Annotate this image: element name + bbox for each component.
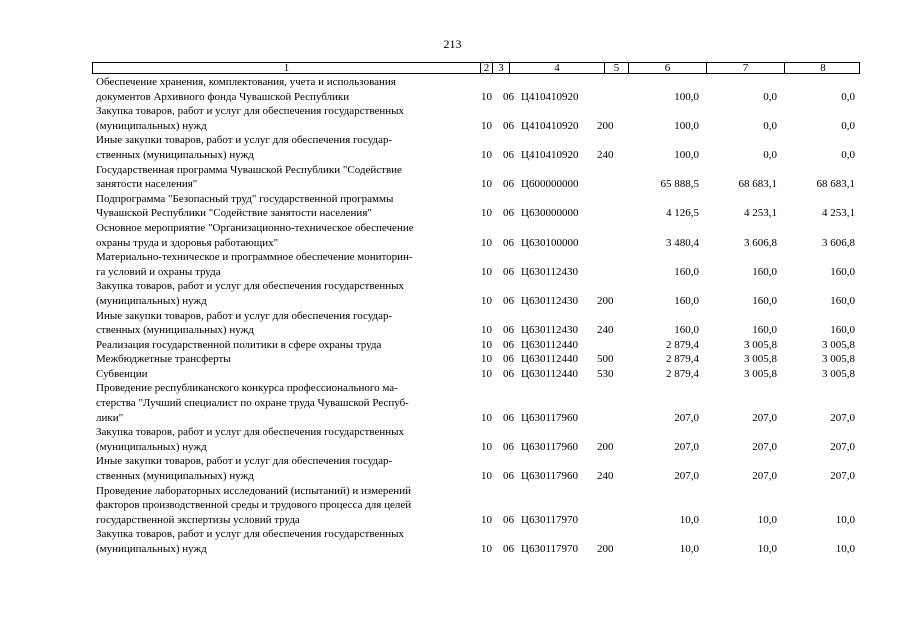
row-description (96, 250, 471, 279)
cell-c3: 06 (503, 513, 514, 526)
row-description (96, 352, 471, 367)
description-line: документов Архивного фонда Чувашской Республики (96, 90, 350, 103)
cell-c2: 10 (481, 543, 492, 556)
cell-c5: 200 (597, 543, 614, 556)
table-row (0, 338, 905, 353)
row-description (96, 309, 471, 338)
cell-c5: 200 (597, 440, 614, 453)
table-row (0, 279, 905, 308)
cell-c2: 10 (481, 119, 492, 132)
cell-c8: 207,0 (830, 411, 855, 424)
cell-c4: Ц630112430 (521, 265, 579, 278)
cell-c3: 06 (503, 353, 514, 366)
header-col-4: 4 (509, 63, 604, 73)
description-line: Основное мероприятие "Организационно-техническое обеспечение (96, 221, 414, 234)
cell-c8: 4 253,1 (822, 207, 855, 220)
description-line: ственных (муниципальных) нужд (96, 324, 254, 337)
cell-c6: 207,0 (674, 440, 699, 453)
description-line: Закупка товаров, работ и услуг для обеспечения государственных (96, 426, 405, 439)
cell-c3: 06 (503, 90, 514, 103)
row-description (96, 527, 471, 556)
cell-c7: 4 253,1 (744, 207, 777, 220)
cell-c3: 06 (503, 440, 514, 453)
cell-c2: 10 (481, 367, 492, 380)
cell-c2: 10 (481, 178, 492, 191)
cell-c2: 10 (481, 353, 492, 366)
cell-c6: 2 879,4 (666, 353, 699, 366)
cell-c6: 100,0 (674, 90, 699, 103)
header-col-7: 7 (706, 63, 784, 73)
row-description (96, 221, 471, 250)
table-row (0, 425, 905, 454)
cell-c5: 240 (597, 324, 614, 337)
cell-c2: 10 (481, 294, 492, 307)
description-line: Обеспечение хранения, комплектования, учета и использования (96, 76, 396, 88)
cell-c6: 4 126,5 (666, 207, 699, 220)
description-line: ственных (муниципальных) нужд (96, 470, 254, 483)
header-col-5: 5 (604, 63, 628, 73)
cell-c4: Ц630100000 (521, 236, 579, 249)
cell-c7: 207,0 (752, 411, 777, 424)
cell-c8: 3 005,8 (822, 353, 855, 366)
cell-c2: 10 (481, 324, 492, 337)
page-number: 213 (443, 37, 462, 51)
cell-c7: 10,0 (757, 513, 777, 526)
cell-c8: 68 683,1 (816, 178, 855, 191)
table-row (0, 527, 905, 556)
description-line: Закупка товаров, работ и услуг для обеспечения государственных (96, 280, 405, 293)
description-line: Проведение лабораторных исследований (испытаний) и измерений (96, 484, 411, 497)
cell-c6: 207,0 (674, 411, 699, 424)
table-row (0, 381, 905, 425)
table-row (0, 309, 905, 338)
row-description (96, 279, 471, 308)
description-line: Закупка товаров, работ и услуг для обеспечения государственных (96, 105, 405, 118)
row-description (96, 338, 471, 353)
table-row (0, 221, 905, 250)
cell-c6: 207,0 (674, 470, 699, 483)
table-row (0, 352, 905, 367)
row-description (96, 163, 471, 192)
cell-c3: 06 (503, 178, 514, 191)
table-row (0, 484, 905, 528)
cell-c8: 10,0 (835, 513, 855, 526)
cell-c2: 10 (481, 265, 492, 278)
cell-c8: 207,0 (830, 440, 855, 453)
table-row (0, 192, 905, 221)
header-col-3: 3 (492, 63, 509, 73)
header-col-6: 6 (628, 63, 706, 73)
table-row (0, 133, 905, 162)
cell-c4: Ц630117960 (521, 470, 579, 483)
table-row (0, 454, 905, 483)
cell-c3: 06 (503, 470, 514, 483)
cell-c4: Ц630112430 (521, 324, 579, 337)
cell-c6: 160,0 (674, 294, 699, 307)
cell-c4: Ц630117970 (521, 543, 579, 556)
cell-c3: 06 (503, 119, 514, 132)
cell-c4: Ц630112430 (521, 294, 579, 307)
row-description (96, 192, 471, 221)
cell-c7: 0,0 (763, 119, 777, 132)
cell-c7: 10,0 (757, 543, 777, 556)
cell-c5: 240 (597, 148, 614, 161)
cell-c3: 06 (503, 367, 514, 380)
cell-c7: 3 005,8 (744, 353, 777, 366)
cell-c2: 10 (481, 236, 492, 249)
cell-c7: 0,0 (763, 90, 777, 103)
table-row (0, 104, 905, 133)
cell-c7: 207,0 (752, 470, 777, 483)
description-line: (муниципальных) нужд (96, 294, 207, 307)
cell-c6: 100,0 (674, 119, 699, 132)
cell-c3: 06 (503, 265, 514, 278)
cell-c6: 160,0 (674, 324, 699, 337)
row-description (96, 425, 471, 454)
cell-c3: 06 (503, 411, 514, 424)
row-description (96, 367, 471, 382)
cell-c6: 10,0 (679, 543, 699, 556)
row-description (96, 454, 471, 483)
cell-c3: 06 (503, 543, 514, 556)
description-line: факторов производственной среды и трудового процесса для целей (96, 499, 412, 512)
cell-c4: Ц410410920 (521, 90, 579, 103)
cell-c4: Ц630112440 (521, 353, 579, 366)
cell-c8: 160,0 (830, 324, 855, 337)
cell-c3: 06 (503, 294, 514, 307)
description-line: Субвенции (96, 367, 148, 380)
description-line: Иные закупки товаров, работ и услуг для обеспечения государ- (96, 309, 393, 322)
cell-c6: 10,0 (679, 513, 699, 526)
description-line: стерства "Лучший специалист по охране труда Чувашской Респуб- (96, 397, 409, 410)
table-row (0, 250, 905, 279)
table-row (0, 75, 905, 104)
cell-c7: 3 606,8 (744, 236, 777, 249)
cell-c8: 3 005,8 (822, 338, 855, 351)
cell-c8: 207,0 (830, 470, 855, 483)
description-line: (муниципальных) нужд (96, 543, 207, 556)
description-line: (муниципальных) нужд (96, 119, 207, 132)
header-col-8: 8 (784, 63, 861, 73)
description-line: Проведение республиканского конкурса профессионального ма- (96, 382, 398, 395)
cell-c5: 200 (597, 119, 614, 132)
cell-c5: 500 (597, 353, 614, 366)
cell-c2: 10 (481, 513, 492, 526)
table-row (0, 367, 905, 382)
cell-c7: 0,0 (763, 148, 777, 161)
cell-c7: 68 683,1 (738, 178, 777, 191)
cell-c7: 3 005,8 (744, 367, 777, 380)
cell-c3: 06 (503, 148, 514, 161)
row-description (96, 133, 471, 162)
cell-c8: 160,0 (830, 265, 855, 278)
description-line: га условий и охраны труда (96, 265, 221, 278)
cell-c8: 10,0 (835, 543, 855, 556)
cell-c3: 06 (503, 338, 514, 351)
cell-c2: 10 (481, 411, 492, 424)
row-description (96, 104, 471, 133)
cell-c4: Ц410410920 (521, 148, 579, 161)
description-line: Чувашской Республики "Содействие занятости населения" (96, 207, 372, 220)
cell-c8: 160,0 (830, 294, 855, 307)
cell-c7: 160,0 (752, 324, 777, 337)
cell-c5: 530 (597, 367, 614, 380)
description-line: ственных (муниципальных) нужд (96, 148, 254, 161)
cell-c4: Ц600000000 (521, 178, 579, 191)
description-line: (муниципальных) нужд (96, 440, 207, 453)
row-description (96, 381, 471, 425)
cell-c7: 3 005,8 (744, 338, 777, 351)
cell-c4: Ц630117960 (521, 440, 579, 453)
description-line: занятости населения" (96, 178, 198, 191)
cell-c5: 240 (597, 470, 614, 483)
cell-c4: Ц630112440 (521, 338, 579, 351)
description-line: Государственная программа Чувашской Республики "Содействие (96, 163, 402, 176)
cell-c3: 06 (503, 236, 514, 249)
cell-c6: 160,0 (674, 265, 699, 278)
cell-c3: 06 (503, 207, 514, 220)
cell-c8: 0,0 (841, 119, 855, 132)
header-col-1: 1 (283, 62, 290, 74)
description-line: Межбюджетные трансферты (96, 353, 231, 366)
table-header (92, 62, 860, 74)
cell-c6: 100,0 (674, 148, 699, 161)
cell-c4: Ц630112440 (521, 367, 579, 380)
cell-c6: 65 888,5 (660, 178, 699, 191)
cell-c2: 10 (481, 440, 492, 453)
cell-c7: 160,0 (752, 294, 777, 307)
description-line: Подпрограмма "Безопасный труд" государственной программы (96, 192, 394, 205)
table-row (0, 163, 905, 192)
row-description (96, 484, 471, 528)
cell-c6: 2 879,4 (666, 367, 699, 380)
cell-c2: 10 (481, 148, 492, 161)
description-line: Материально-техническое и программное обеспечение мониторин- (96, 251, 413, 264)
cell-c6: 3 480,4 (666, 236, 699, 249)
cell-c2: 10 (481, 470, 492, 483)
cell-c8: 3 606,8 (822, 236, 855, 249)
header-col-2: 2 (480, 63, 492, 73)
description-line: Иные закупки товаров, работ и услуг для обеспечения государ- (96, 455, 393, 468)
description-line: охраны труда и здоровья работающих" (96, 236, 279, 249)
cell-c4: Ц630117960 (521, 411, 579, 424)
cell-c4: Ц630117970 (521, 513, 579, 526)
cell-c3: 06 (503, 324, 514, 337)
cell-c8: 0,0 (841, 148, 855, 161)
description-line: лики" (96, 411, 124, 424)
cell-c6: 2 879,4 (666, 338, 699, 351)
cell-c7: 160,0 (752, 265, 777, 278)
row-description (96, 75, 471, 104)
description-line: Реализация государственной политики в сфере охраны труда (96, 338, 382, 351)
cell-c2: 10 (481, 207, 492, 220)
cell-c4: Ц630000000 (521, 207, 579, 220)
description-line: Иные закупки товаров, работ и услуг для обеспечения государ- (96, 134, 393, 147)
cell-c8: 3 005,8 (822, 367, 855, 380)
cell-c5: 200 (597, 294, 614, 307)
cell-c4: Ц410410920 (521, 119, 579, 132)
table-body (0, 75, 905, 557)
cell-c2: 10 (481, 338, 492, 351)
description-line: Закупка товаров, работ и услуг для обеспечения государственных (96, 528, 405, 541)
description-line: государственной экспертизы условий труда (96, 513, 300, 526)
cell-c8: 0,0 (841, 90, 855, 103)
cell-c2: 10 (481, 90, 492, 103)
cell-c7: 207,0 (752, 440, 777, 453)
